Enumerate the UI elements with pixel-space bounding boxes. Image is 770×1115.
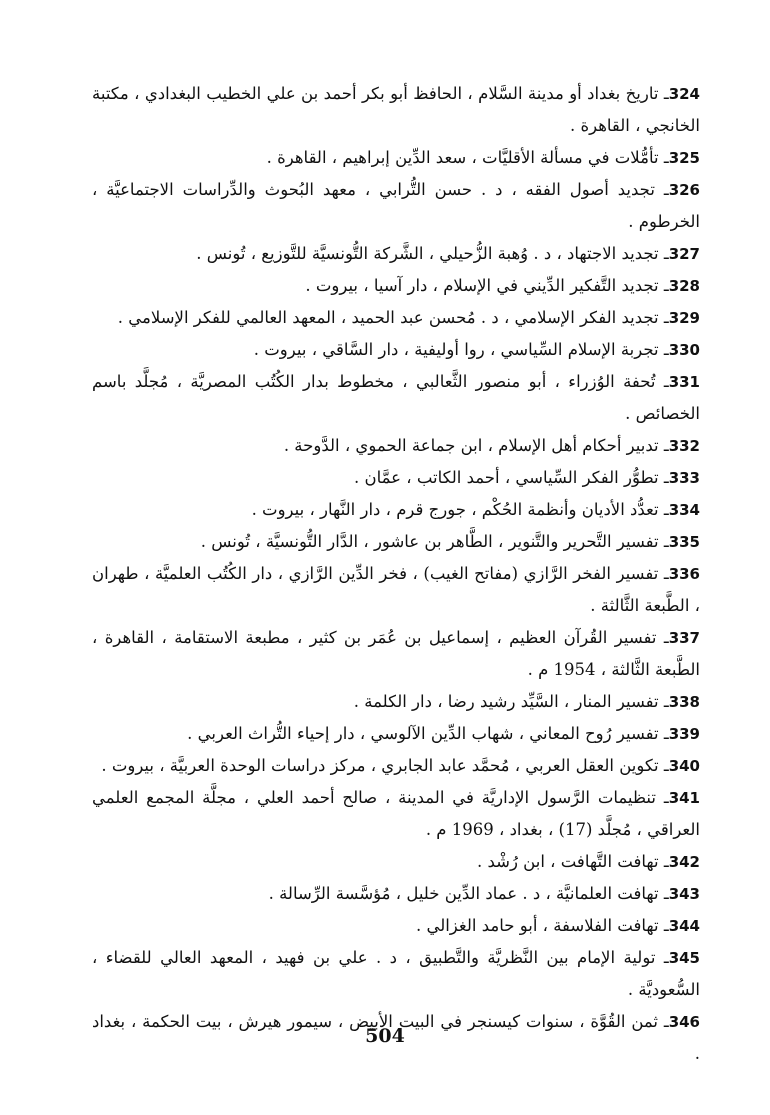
list-item <box>92 558 700 622</box>
entry-number: 325 <box>668 149 700 167</box>
list-item <box>92 782 700 846</box>
list-item <box>92 910 700 942</box>
list-item <box>92 462 700 494</box>
entry-text: ـ تجديد أصول الفقه ، د . حسن التُّرابي ، معهد البُحوث والدِّراسات الاجتماعيَّة ، الخرطوم . <box>92 180 700 231</box>
entry-number: 337 <box>668 629 700 647</box>
entry-text: ـ تفسير التَّحرير والتَّنوير ، الطَّاهر بن عاشور ، الدَّار التُّونسيَّة ، تُونس . <box>200 532 669 551</box>
entry-number: 343 <box>668 885 700 903</box>
entry-text: ـ تهافت الفلاسفة ، أبو حامد الغزالي . <box>415 916 669 935</box>
list-item <box>92 718 700 750</box>
list-item <box>92 366 700 430</box>
entry-text: ـ تطوُّر الفكر السِّياسي ، أحمد الكاتب ، عمَّان . <box>353 468 669 487</box>
entry-text: ـ تفسير رُوح المعاني ، شهاب الدِّين الآلوسي ، دار إحياء التُّراث العربي . <box>187 724 669 743</box>
list-item <box>92 878 700 910</box>
entry-text: ـ تكوين العقل العربي ، مُحمَّد عابد الجابري ، مركز دراسات الوحدة العربيَّة ، بيروت . <box>101 756 669 775</box>
entry-number: 334 <box>668 501 700 519</box>
entry-number: 345 <box>668 949 700 967</box>
entry-number: 326 <box>668 181 700 199</box>
entry-number: 335 <box>668 533 700 551</box>
entry-number: 331 <box>668 373 700 391</box>
entry-text: ـ تولية الإمام بين النَّظريَّة والتَّطبيق ، د . علي بن فهيد ، المعهد العالي للقضاء ، السُّعوديَّة . <box>92 948 700 999</box>
list-item <box>92 174 700 238</box>
entry-number: 339 <box>668 725 700 743</box>
list-item <box>92 846 700 878</box>
entry-number: 336 <box>668 565 700 583</box>
entry-text: ـ تعدُّد الأديان وأنظمة الحُكْم ، جورج قرم ، دار النَّهار ، بيروت . <box>251 500 669 519</box>
list-item <box>92 238 700 270</box>
list-item <box>92 334 700 366</box>
entry-text: ـ تُحفة الوُزراء ، أبو منصور الثَّعالبي ، مخطوط بدار الكُتُب المصريَّة ، مُجلَّد باسم الخصائص . <box>92 372 700 423</box>
list-item <box>92 302 700 334</box>
list-item <box>92 750 700 782</box>
list-item <box>92 270 700 302</box>
entry-text: ـ تفسير القُرآن العظيم ، إسماعيل بن عُمَر بن كثير ، مطبعة الاستقامة ، القاهرة ، الطَّبعة الثَّالثة ، 1954 م . <box>92 628 700 679</box>
entry-text: ـ تدبير أحكام أهل الإسلام ، ابن جماعة الحموي ، الدَّوحة . <box>283 436 669 455</box>
entry-text: ـ تفسير الفخر الرَّازي (مفاتح الغيب) ، فخر الدِّين الرَّازي ، دار الكُتُب العلميَّة ، طهران ، الطَّبعة الثَّالثة . <box>92 564 700 615</box>
entry-text: ـ تجديد الفكر الإسلامي ، د . مُحسن عبد الحميد ، المعهد العالمي للفكر الإسلامي . <box>117 308 669 327</box>
entry-text: ـ تجديد التَّفكير الدِّيني في الإسلام ، دار آسيا ، بيروت . <box>305 276 669 295</box>
entry-number: 328 <box>668 277 700 295</box>
page-number: 504 <box>365 1025 405 1047</box>
entry-text: ـ تنظيمات الرَّسول الإداريَّة في المدينة ، صالح أحمد العلي ، مجلَّة المجمع العلمي العراقي ، مُجلَّد (17) ، بغداد ، 1969 م . <box>92 788 700 839</box>
entry-text: ـ تأمُّلات في مسألة الأقليَّات ، سعد الدِّين إبراهيم ، القاهرة . <box>266 148 669 167</box>
list-item <box>92 430 700 462</box>
list-item <box>92 622 700 686</box>
list-item <box>92 494 700 526</box>
entry-text: ـ تجديد الاجتهاد ، د . وُهبة الزُّحيلي ، الشَّركة التُّونسيَّة للتَّوزيع ، تُونس . <box>196 244 669 263</box>
list-item <box>92 78 700 142</box>
entry-number: 342 <box>668 853 700 871</box>
entry-number: 341 <box>668 789 700 807</box>
entry-text: ـ ثمن القُوَّة ، سنوات كيسنجر في البيت الأبيض ، سيمور هيرش ، بيت الحكمة ، بغداد . <box>92 1012 700 1063</box>
entry-text: ـ تهافت التَّهافت ، ابن رُشْد . <box>476 852 669 871</box>
entry-text: ـ تاريخ بغداد أو مدينة السَّلام ، الحافظ أبو بكر أحمد بن علي الخطيب البغدادي ، مكتبة الخانجي ، القاهرة . <box>92 84 700 135</box>
entry-text: ـ تفسير المنار ، السَّيِّد رشيد رضا ، دار الكلمة . <box>353 692 669 711</box>
entry-number: 344 <box>668 917 700 935</box>
entry-number: 332 <box>668 437 700 455</box>
entry-number: 333 <box>668 469 700 487</box>
bibliography-list <box>92 78 700 1070</box>
entry-number: 330 <box>668 341 700 359</box>
entry-number: 324 <box>668 85 700 103</box>
entry-number: 340 <box>668 757 700 775</box>
entry-text: ـ تجربة الإسلام السِّياسي ، روا أوليفية ، دار السَّاقي ، بيروت . <box>253 340 669 359</box>
list-item <box>92 942 700 1006</box>
entry-number: 346 <box>668 1013 700 1031</box>
entry-number: 327 <box>668 245 700 263</box>
entry-text: ـ تهافت العلمانيَّة ، د . عماد الدِّين خليل ، مُؤسَّسة الرِّسالة . <box>268 884 669 903</box>
list-item <box>92 142 700 174</box>
entry-number: 338 <box>668 693 700 711</box>
entry-number: 329 <box>668 309 700 327</box>
list-item <box>92 526 700 558</box>
list-item <box>92 686 700 718</box>
